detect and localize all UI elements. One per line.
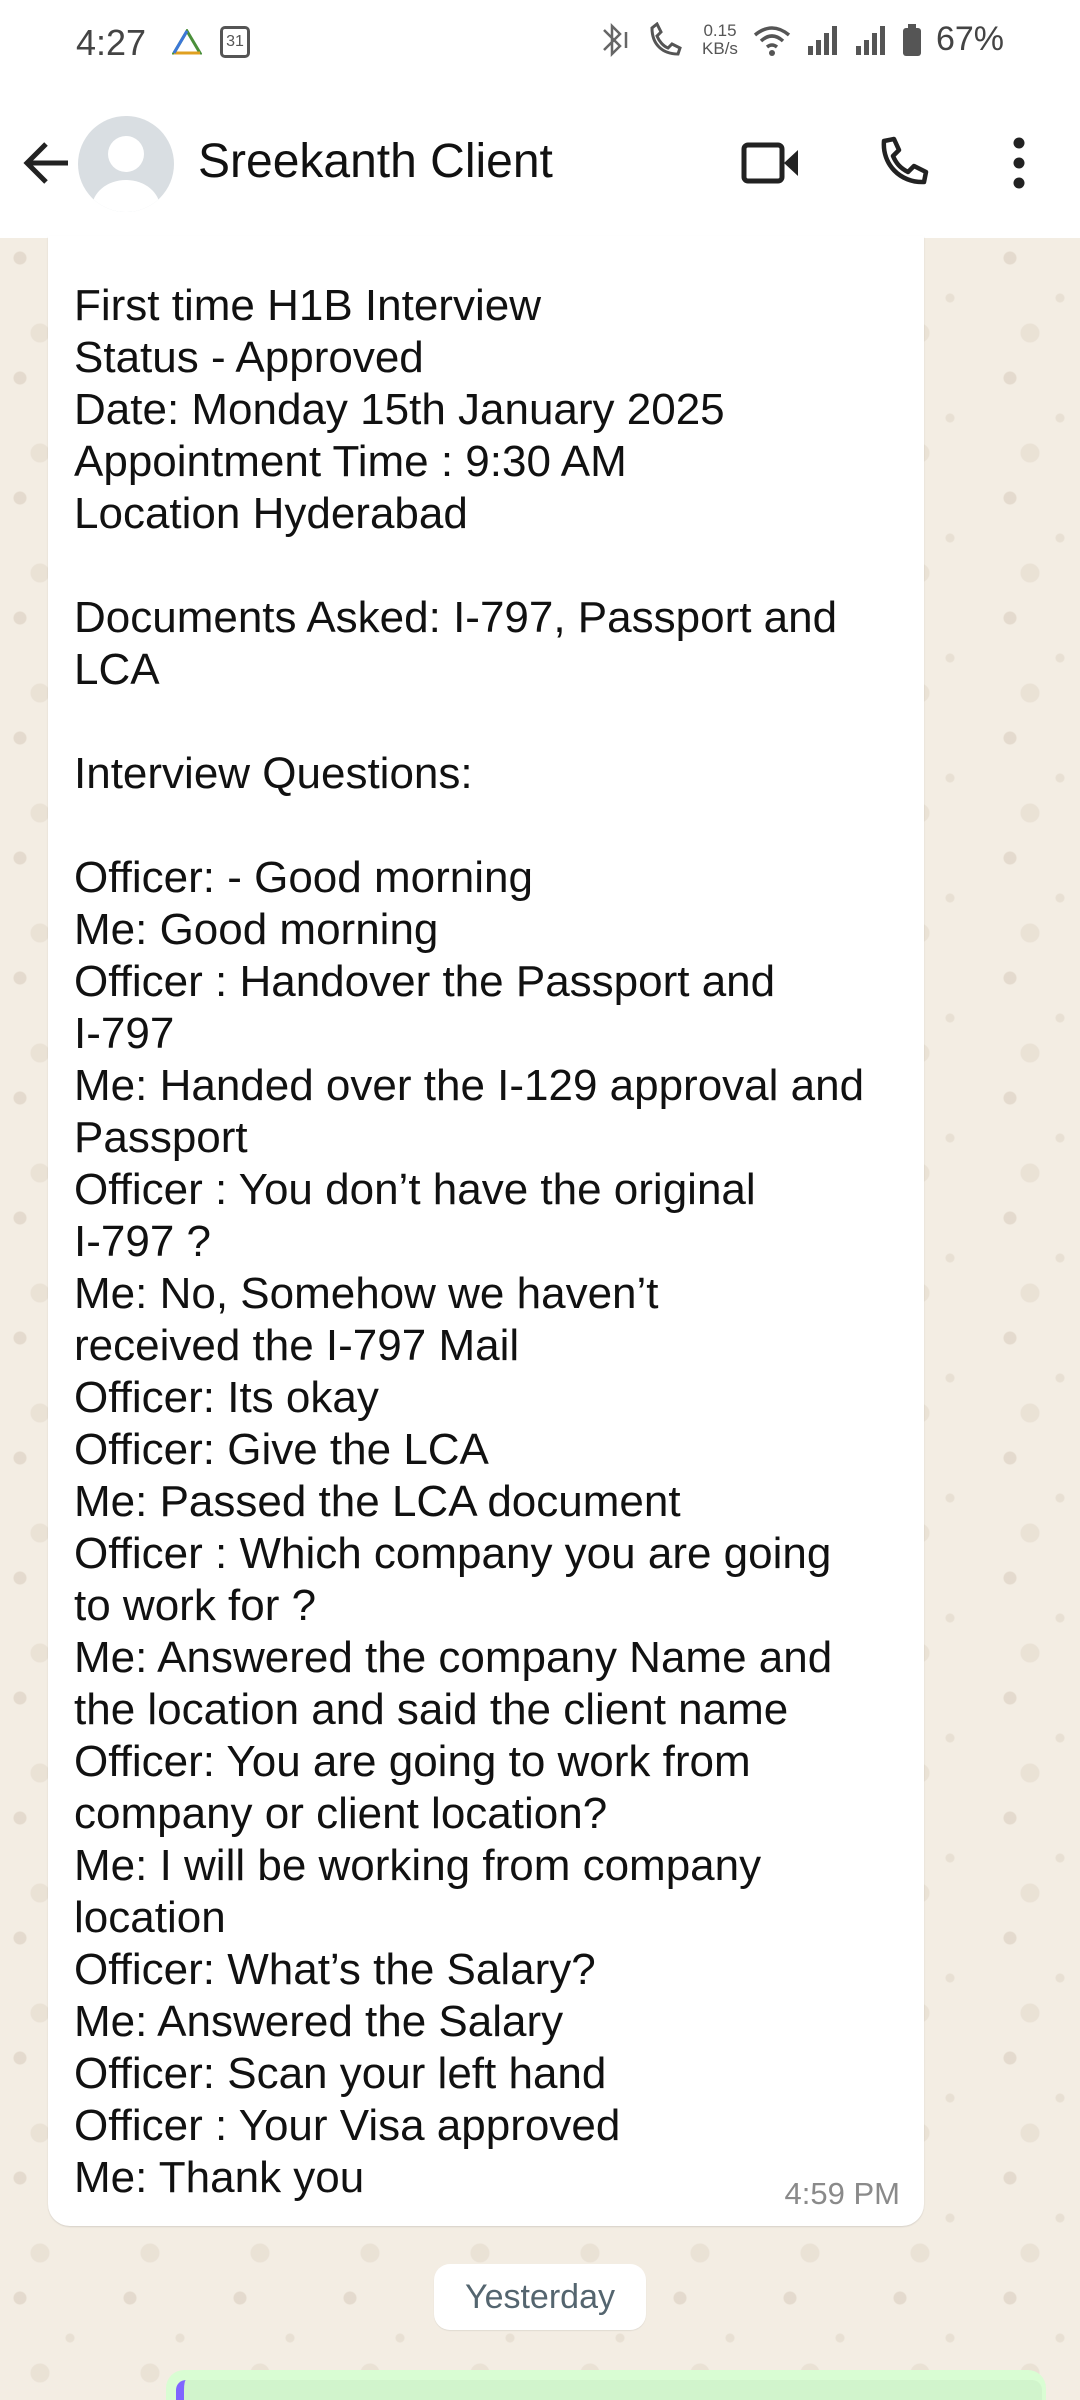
person-avatar-icon bbox=[78, 116, 174, 212]
more-options-button[interactable] bbox=[984, 128, 1054, 198]
calendar-icon bbox=[220, 26, 250, 58]
more-vert-icon bbox=[1009, 137, 1029, 189]
battery-icon bbox=[902, 23, 922, 57]
contact-name[interactable]: Sreekanth Client bbox=[198, 135, 553, 188]
drive-icon bbox=[172, 29, 202, 55]
network-speed bbox=[702, 22, 738, 58]
wifi-calling-icon bbox=[646, 22, 688, 58]
message-text: First time H1B Interview Status - Approved Date: Monday 15th January 2025 Appointment Time : 9:30 AM Location Hyderabad Documents Asked: I-797, Passport and LCA Interview Questions: Officer: - Good morning Me: Good morning Officer : Handover the Passport and I-797 Me: Handed over the I-129 approval and Passport Officer : You don’t have the original I-797 ? Me: No, Somehow we haven’t received the I-797 Mail Officer: Its okay Officer: Give the LCA Me: Passed the LCA document Officer : Which company you are going to work for ? Me: Answered the company Name and the location and said the client name Officer: You are going to work from company or client location? Me: I will be working from company location Officer: What’s the Salary? Me: Answered the Salary Officer: Scan your left hand Officer : Your Visa approved Me: Thank you bbox=[74, 281, 865, 2202]
incoming-message-bubble[interactable] bbox=[48, 236, 924, 2226]
network-speed-unit: KB/s bbox=[702, 38, 738, 58]
outgoing-message-bubble[interactable] bbox=[166, 2370, 1046, 2400]
voice-call-button[interactable] bbox=[868, 128, 938, 198]
video-call-icon bbox=[741, 141, 801, 185]
status-system-icons bbox=[594, 20, 1004, 59]
voice-call-icon bbox=[876, 136, 930, 190]
status-time: 4:27 bbox=[76, 22, 147, 63]
avatar[interactable] bbox=[78, 116, 174, 212]
bluetooth-vibrate-icon bbox=[594, 22, 632, 58]
back-button[interactable] bbox=[16, 133, 76, 193]
status-notification-icons bbox=[172, 26, 250, 58]
calendar-day: 31 bbox=[226, 33, 244, 50]
date-divider: Yesterday bbox=[434, 2264, 646, 2330]
video-call-button[interactable] bbox=[736, 128, 806, 198]
chat-header bbox=[0, 88, 1080, 239]
message-timestamp: 4:59 PM bbox=[784, 2176, 900, 2211]
status-bar bbox=[0, 0, 1080, 88]
quoted-reply[interactable] bbox=[176, 2380, 1042, 2400]
back-arrow-icon bbox=[22, 141, 70, 185]
signal-icon-1 bbox=[806, 24, 840, 56]
battery-percent: 67% bbox=[935, 20, 1004, 58]
network-speed-value: 0.15 bbox=[703, 20, 737, 40]
signal-icon-2 bbox=[854, 24, 888, 56]
wifi-icon bbox=[752, 23, 792, 57]
